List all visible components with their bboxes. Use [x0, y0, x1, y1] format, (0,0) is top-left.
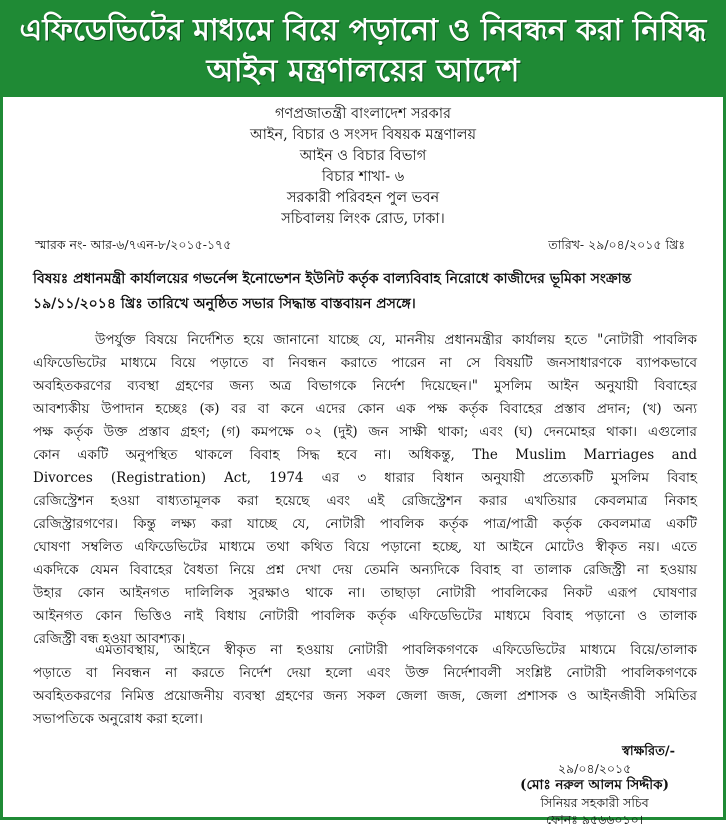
paragraph-line: কোন একটি অনুপস্থিত থাকলে বিবাহ সিদ্ধ হবে না। অধিকন্তু, The Muslim Marriages and [33, 447, 697, 463]
signatory-name: (মোঃ নরুল আলম সিদ্দীক) [520, 777, 669, 793]
signature-block [520, 743, 675, 828]
signatory-designation: সিনিয়র সহকারী সচিব [540, 795, 649, 810]
paragraph-line: পড়াতে বা নিবন্ধন না করতে নির্দেশ দেয়া হলো এবং উক্ত নির্দেশাবলী সংশ্লিষ্ট নোটারী পাবলিকগণকে [33, 665, 697, 681]
paragraph-line: সভাপতিকে অনুরোধ করা হলো। [33, 711, 203, 727]
headline-banner [3, 3, 723, 97]
signature-date: ২৯/০৪/২০১৫ [557, 761, 632, 776]
paragraph-line: আবশ্যকীয় উপাদান হচ্ছেঃ (ক) বর বা কনে এদের কোন এক পক্ষ কর্তৃক বিবাহের প্রস্তাব প্রদান; (খ) অন্য [33, 401, 697, 417]
paragraph-line: উহার কোন আইনগত দালিলিক সুরক্ষাও থাকে না। তাছাড়া নোটারী পাবলিকের নিকট এরূপ ঘোষণার [33, 585, 697, 601]
paragraph-line: উপর্যুক্ত বিষয়ে নির্দেশিত হয়ে জানানো যাচ্ছে যে, মাননীয় প্রধানমন্ত্রীর কার্যালয় হতে "নোটারী পাবলিক [95, 332, 697, 348]
subject-text-line: বিষয়ঃ প্রধানমন্ত্রী কার্যালয়ের গভর্নেন্স ইনোভেশন ইউনিট কর্তৃক বাল্যবিবাহ নিরোধে কাজীদের ভূমিকা সংক্রান্ত [33, 271, 632, 287]
signatory-phone: ফোনঃ ৯৫৬৬০১০। [545, 812, 644, 827]
letterhead-line: সচিবালয় লিংক রোড, ঢাকা। [281, 211, 445, 227]
letterhead-line: সরকারী পরিবহন পুল ভবন [286, 190, 440, 206]
letterhead-line: আইন, বিচার ও সংসদ বিষয়ক মন্ত্রণালয় [249, 127, 476, 143]
letterhead-line: গণপ্রজাতন্ত্রী বাংলাদেশ সরকার [274, 106, 451, 122]
memo-date: তারিখ- ২৯/০৪/২০১৫ খ্রিঃ [548, 237, 685, 252]
letterhead [3, 104, 723, 230]
body-paragraph-2 [33, 639, 697, 731]
paragraph-line: রেজিস্ট্রেশন হওয়া বাধ্যতামূলক করা হয়েছে এবং এই রেজিস্ট্রেশন করার এখতিয়ার কেবলমাত্র নিকাহ [33, 493, 697, 509]
paragraph-line: ঘোষণা সম্বলিত এফিডেভিটের মাধ্যমে তথা কথিত বিয়ে পড়ানো হচ্ছে, যা আইনে মোটেও স্বীকৃত নয়। এতে [33, 539, 697, 555]
headline-subtitle: আইন মন্ত্রণালয়ের আদেশ [206, 53, 520, 89]
letterhead-line: বিচার শাখা- ৬ [321, 169, 405, 185]
paragraph-line: আইনগত কোন ভিত্তিও নাই বিধায় নোটারী পাবলিক কর্তৃক এফিডেভিটের মাধ্যমে বিবাহ পড়ানো ও তালাক [33, 608, 697, 624]
headline-title: এফিডেভিটের মাধ্যমে বিয়ে পড়ানো ও নিবন্ধন করা নিষিদ্ধ [19, 13, 707, 48]
paragraph-line: Divorces (Registration) Act, 1974 এর ৩ ধারার বিধান অনুযায়ী প্রত্যেকটি মুসলিম বিবাহ [33, 470, 697, 486]
paragraph-line: একদিকে যেমন বিবাহের বৈধতা নিয়ে প্রশ্ন দেখা দেয় তেমনি অন্যদিকে বিবাহ বা তালাক রেজিস্ট্রী না হওয়ায় [33, 562, 697, 578]
body-paragraph-1 [33, 329, 697, 651]
letterhead-line: আইন ও বিচার বিভাগ [299, 148, 427, 164]
subject-text-line: ১৯/১১/২০১৪ খ্রিঃ তারিখে অনুষ্ঠিত সভার সিদ্ধান্ত বাস্তবায়ন প্রসঙ্গে। [33, 296, 416, 312]
paragraph-line: অবহিতকরণের ব্যবস্থা গ্রহণের জন্য অত্র বিভাগকে নির্দেশ দিয়েছেন।" মুসলিম আইন অনুযায়ী বিবাহের [33, 378, 697, 394]
paragraph-line: অবহিতকরণের নিমিত্ত প্রয়োজনীয় ব্যবস্থা গ্রহণের জন্য সকল জেলা জজ, জেলা প্রশাসক ও আইনজীবী সমিতির [33, 688, 697, 704]
paragraph-line: পক্ষ কর্তৃক উক্ত প্রস্তাব গ্রহণ; (গ) কমপক্ষে ০২ (দুই) জন সাক্ষী থাকা; এবং (ঘ) দেনমোহর থাকা। এগুলোর [33, 424, 697, 440]
signed-mark: স্বাক্ষরিত/- [622, 744, 675, 759]
paragraph-line: এফিডেভিটের মাধ্যমে বিয়ে পড়াতে বা নিবন্ধন করাতে পারেন না সে বিষয়টি জনসাধারণকে ব্যাপকভাবে [33, 355, 697, 371]
subject-line [33, 267, 697, 317]
paragraph-line: রেজিস্ট্রী বন্ধ হওয়া আবশ্যক। [33, 631, 186, 647]
paragraph-line: এমতাবস্থায়, আইনে স্বীকৃত না হওয়ায় নোটারী পাবলিকগণকে এফিডেভিটের মাধ্যমে বিয়ে/তালাক [95, 642, 697, 658]
paragraph-line: রেজিস্ট্রারগণের। কিন্তু লক্ষ্য করা যাচ্ছে যে, নোটারী পাবলিক কর্তৃক পাত্র/পাত্রী কর্তৃক কেবলমাত্র একটি [33, 516, 697, 532]
memo-reference-number: স্মারক নং- আর-৬/৭এন-৮/২০১৫-১৭৫ [35, 237, 232, 252]
